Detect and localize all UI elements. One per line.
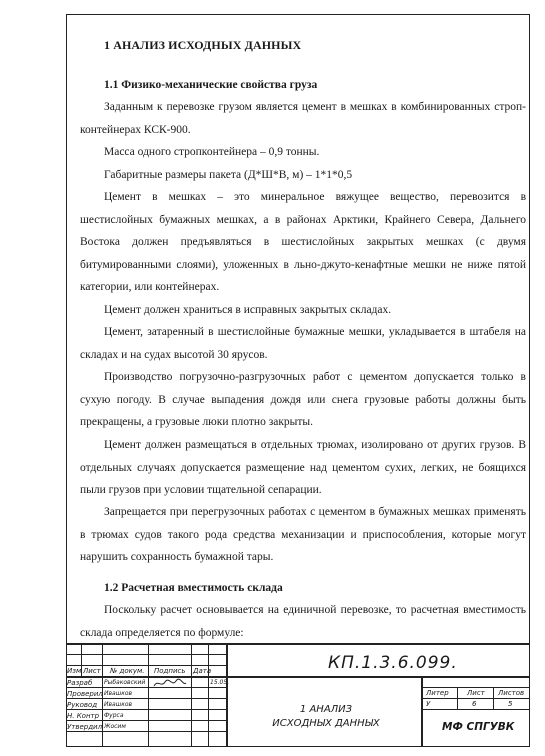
header-doc: № докум. bbox=[110, 667, 145, 675]
paragraph: Поскольку расчет основывается на единичной перевозке, то расчетная вместимость склада определяется по формуле: bbox=[80, 604, 526, 639]
value-sheet: 6 bbox=[472, 700, 477, 708]
label-liter: Литер bbox=[426, 689, 449, 697]
header-sign: Подпись bbox=[154, 667, 186, 675]
paragraph: Цемент в мешках – это минеральное вяжущее вещество, перевозится в шестислойных бумажных мешках, а в районах Арктики, Крайнего Севера, Дальнего Востока должен предъявляться в шестислойных закрытых мешках (с двумя битумированными слоями), уложенных в льно-джуто-кенафтные мешки не ниже пятой категории, или контейнерах. bbox=[80, 191, 526, 293]
label-sheets: Листов bbox=[498, 689, 525, 697]
paragraph: Производство погрузочно-разгрузочных работ с цементом допускается только в сухую погоду. В случае выпадения дождя или снега грузовые работы должны быть прекращены, а грузовые люки плотно закрыты. bbox=[80, 371, 526, 428]
paragraph: Цемент должен храниться в исправных закрытых складах. bbox=[104, 304, 392, 316]
name-nkontr: Фурса bbox=[104, 712, 124, 719]
name-rukovod: Ивашков bbox=[104, 701, 133, 708]
date-razrab: 15.05. bbox=[210, 679, 230, 686]
paragraph: Заданным к перевозке грузом является цемент в мешках в комбинированных строп-контейнерах КСК-900. bbox=[80, 101, 526, 136]
value-sheets: 5 bbox=[508, 700, 513, 708]
header-izm: Изм bbox=[67, 667, 82, 675]
header-date: Дата bbox=[193, 667, 212, 675]
name-proveril: Ивашков bbox=[104, 690, 133, 697]
name-razrab: Рыбаковский bbox=[104, 679, 146, 686]
role-rukovod: Руковод bbox=[67, 701, 98, 709]
section-title-1-1: 1.1 Физико-механические свойства груза bbox=[104, 79, 318, 91]
header-list: Лист bbox=[83, 667, 101, 675]
value-liter: У bbox=[426, 700, 431, 708]
sheet-title bbox=[256, 703, 396, 731]
organization: МФ СПГУВК bbox=[442, 721, 515, 733]
paragraph: Цемент должен размещаться в отдельных трюмах, изолировано от других грузов. В отдельных случаях допускается размещение над цементом сухих, легких, не боящихся пыли грузов при условии тщательной сепарации. bbox=[80, 439, 526, 496]
title-block bbox=[66, 643, 530, 747]
role-proveril: Проверил bbox=[67, 690, 103, 698]
role-nkontr: Н. Контр bbox=[67, 712, 100, 720]
sheet-title-line2: ИСХОДНЫХ ДАННЫХ bbox=[272, 718, 380, 729]
section-title-1-2: 1.2 Расчетная вместимость склада bbox=[104, 582, 283, 594]
sheet-title-line1: 1 АНАЛИЗ bbox=[299, 704, 353, 715]
paragraph: Запрещается при перегрузочных работах с цементом в бумажных мешках применять в трюмах судов такого рода средства механизации и приспособления, которые могут нарушить сохранность бумажной тары. bbox=[80, 506, 526, 563]
signature-icon bbox=[152, 678, 188, 689]
paragraph: Цемент, затаренный в шестислойные бумажные мешки, укладывается в штабеля на складах и на судах высотой 30 ярусов. bbox=[80, 326, 526, 361]
role-utverdil: Утвердил bbox=[67, 723, 103, 731]
paragraph: Габаритные размеры пакета (Д*Ш*В, м) – 1*1*0,5 bbox=[104, 169, 353, 181]
chapter-heading: 1 АНАЛИЗ ИСХОДНЫХ ДАННЫХ bbox=[104, 38, 302, 52]
label-sheet: Лист bbox=[467, 689, 485, 697]
name-utverdil: Жосим bbox=[104, 723, 126, 730]
role-razrab: Разраб bbox=[67, 679, 93, 687]
document-code: КП.1.3.6.099. bbox=[328, 653, 458, 673]
paragraph: Масса одного стропконтейнера – 0,9 тонны. bbox=[104, 146, 320, 158]
